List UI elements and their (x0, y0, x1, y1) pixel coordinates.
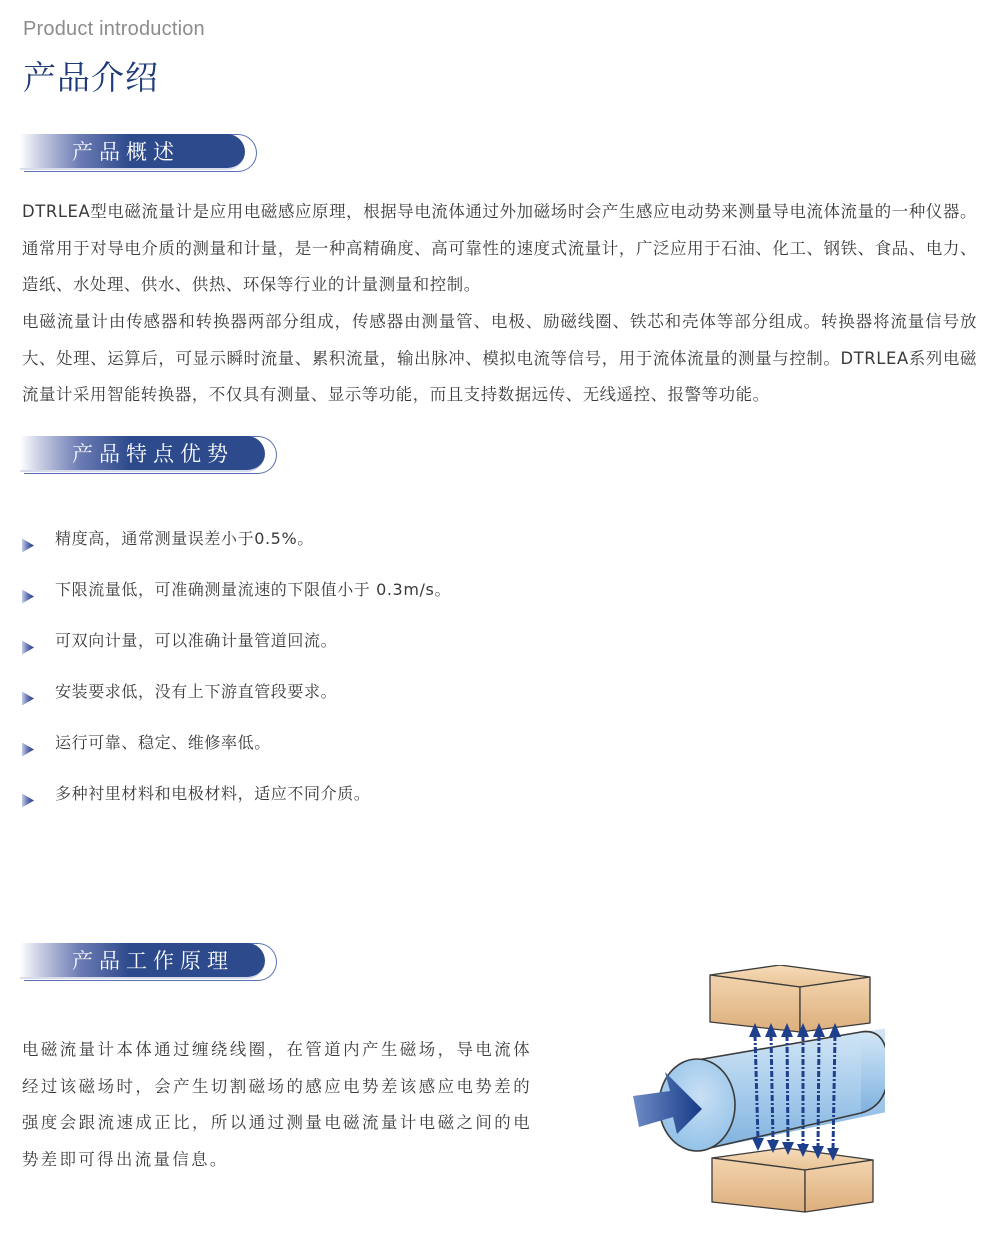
feature-text: 可双向计量，可以准确计量管道回流。 (55, 631, 338, 650)
bottom-magnet (712, 1148, 873, 1212)
feature-text: 多种衬里材料和电极材料，适应不同介质。 (55, 784, 371, 803)
feature-item (22, 675, 722, 726)
feature-item (22, 777, 722, 828)
section-title: 产品特点优势 (72, 442, 234, 466)
triangle-bullet-icon (22, 590, 34, 604)
feature-text: 安装要求低，没有上下游直管段要求。 (55, 682, 338, 701)
principle-paragraph: 电磁流量计本体通过缠绕线圈，在管道内产生磁场，导电流体经过该磁场时，会产生切割磁场的感应电势差该感应电势差的强度会跟流速成正比，所以通过测量电磁流量计电磁之间的电势差即可得出流量信息。 (22, 1040, 532, 1169)
triangle-bullet-icon (22, 641, 34, 655)
eyebrow-subtitle: Product introduction (23, 18, 205, 40)
triangle-bullet-icon (22, 794, 34, 808)
top-magnet (710, 965, 870, 1032)
triangle-bullet-icon (22, 743, 34, 757)
feature-text: 运行可靠、稳定、维修率低。 (55, 733, 271, 752)
feature-text: 精度高，通常测量误差小于0.5%。 (55, 529, 314, 548)
section-header-overview (20, 134, 255, 170)
overview-paragraph-2: 电磁流量计由传感器和转换器两部分组成，传感器由测量管、电极、励磁线圈、铁芯和壳体等部分组成。转换器将流量信号放大、处理、运算后，可显示瞬时流量、累积流量，输出脉冲、模拟电流等信号，用于流体流量的测量与控制。DTRLEA系列电磁流量计采用智能转换器，不仅具有测量、显示等功能，而且支持数据远传、无线遥控、报警等功能。 (22, 312, 977, 404)
section-title: 产品工作原理 (72, 949, 234, 973)
triangle-bullet-icon (22, 539, 34, 553)
triangle-bullet-icon (22, 692, 34, 706)
feature-text: 下限流量低，可准确测量流速的下限值小于 0.3m/s。 (55, 580, 452, 599)
section-header-principle (20, 943, 275, 979)
feature-list (22, 522, 722, 828)
section-title: 产品概述 (72, 140, 180, 164)
feature-item (22, 624, 722, 675)
feature-item (22, 522, 722, 573)
feature-item (22, 573, 722, 624)
feature-item (22, 726, 722, 777)
overview-paragraph-1: DTRLEA型电磁流量计是应用电磁感应原理，根据导电流体通过外加磁场时会产生感应电动势来测量导电流体流量的一种仪器。通常用于对导电介质的测量和计量，是一种高精确度、高可靠性的速度式流量计，广泛应用于石油、化工、钢铁、食品、电力、造纸、水处理、供水、供热、环保等行业的计量测量和控制。 (22, 202, 977, 294)
page-title: 产品介绍 (23, 58, 159, 97)
section-header-features (20, 436, 275, 472)
magnetic-flow-diagram (625, 965, 885, 1220)
